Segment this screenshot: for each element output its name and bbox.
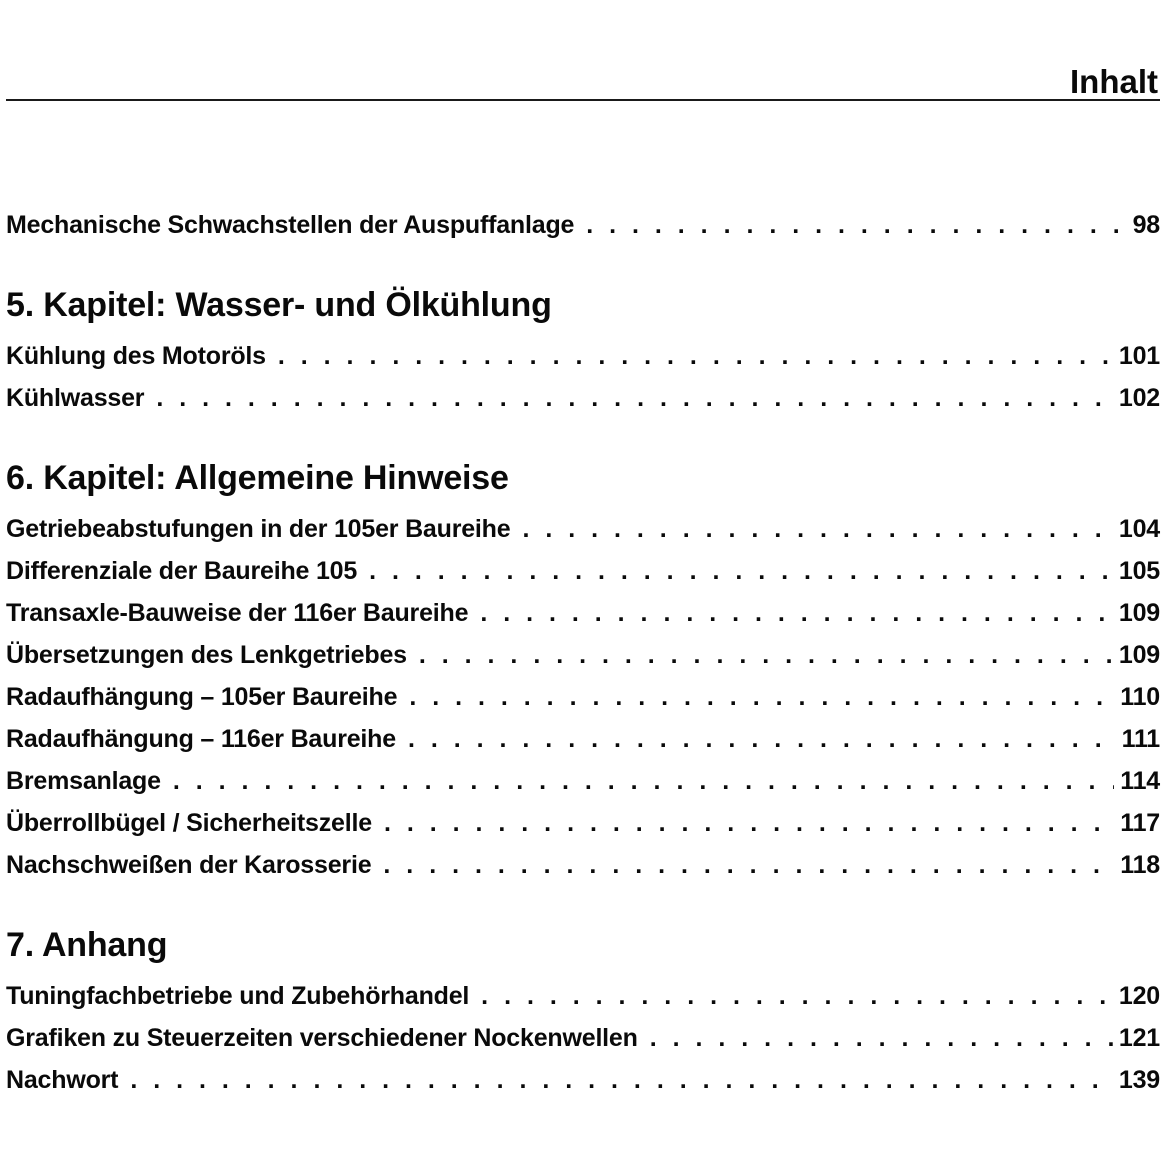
toc-entry-title: Bremsanlage [6, 767, 161, 795]
dot-leader [419, 634, 1113, 676]
chapter-heading: 5. Kapitel: Wasser- und Ölkühlung [6, 286, 552, 324]
toc-entry [6, 844, 1160, 886]
toc-entry-page: 98 [1132, 211, 1160, 239]
dot-leader [278, 335, 1113, 377]
toc-entry [6, 550, 1160, 592]
toc-entry-page: 109 [1118, 641, 1160, 669]
toc-entry [6, 204, 1160, 246]
toc-entry-page: 139 [1118, 1066, 1160, 1094]
dot-leader [173, 760, 1114, 802]
toc-entry [6, 1059, 1160, 1101]
chapter-heading: 7. Anhang [6, 926, 168, 964]
toc-entry-page: 104 [1118, 515, 1160, 543]
toc-content [6, 101, 1160, 1101]
dot-leader [369, 550, 1113, 592]
dot-leader [384, 802, 1114, 844]
toc-entry-title: Übersetzungen des Lenkgetriebes [6, 641, 407, 669]
toc-entry-title: Radaufhängung – 116er Baureihe [6, 725, 396, 753]
dot-leader [408, 718, 1116, 760]
toc-entry-page: 105 [1118, 557, 1160, 585]
dot-leader [130, 1059, 1113, 1101]
toc-entry-page: 120 [1118, 982, 1160, 1010]
toc-entry [6, 335, 1160, 377]
toc-entry-page: 110 [1120, 683, 1160, 711]
dot-leader [383, 844, 1114, 886]
toc-entry-page: 101 [1118, 342, 1160, 370]
toc-entry-title: Überrollbügel / Sicherheitszelle [6, 809, 372, 837]
toc-entry-page: 121 [1118, 1024, 1160, 1052]
toc-entry [6, 676, 1160, 718]
toc-entry [6, 592, 1160, 634]
dot-leader [409, 676, 1114, 718]
dot-leader [480, 592, 1113, 634]
toc-entry-title: Tuningfachbetriebe und Zubehörhandel [6, 982, 470, 1010]
toc-entry-title: Transaxle-Bauweise der 116er Baureihe [6, 599, 469, 627]
page-header [6, 0, 1160, 101]
dot-leader [156, 377, 1113, 419]
toc-entry [6, 1017, 1160, 1059]
toc-entry-title: Grafiken zu Steuerzeiten verschiedener Nockenwellen [6, 1024, 638, 1052]
toc-entry-title: Differenziale der Baureihe 105 [6, 557, 358, 585]
dot-leader [650, 1017, 1113, 1059]
toc-entry-page: 102 [1118, 384, 1160, 412]
toc-entry [6, 975, 1160, 1017]
dot-leader [586, 204, 1126, 246]
toc-entry-page: 118 [1120, 851, 1160, 879]
toc-entry-title: Kühlwasser [6, 384, 145, 412]
dot-leader [522, 508, 1112, 550]
toc-entry-page: 117 [1120, 809, 1160, 837]
toc-entry [6, 760, 1160, 802]
toc-entry-title: Radaufhängung – 105er Baureihe [6, 683, 398, 711]
toc-entry-title: Mechanische Schwachstellen der Auspuffanlage [6, 211, 575, 239]
chapter-heading: 6. Kapitel: Allgemeine Hinweise [6, 459, 509, 497]
dot-leader [481, 975, 1113, 1017]
toc-entry [6, 718, 1160, 760]
toc-entry [6, 377, 1160, 419]
toc-entry-title: Nachschweißen der Karosserie [6, 851, 372, 879]
toc-entry-title: Nachwort [6, 1066, 119, 1094]
toc-entry [6, 802, 1160, 844]
page-title: Inhalt [1070, 63, 1158, 100]
toc-entry-title: Getriebeabstufungen in der 105er Baureihe [6, 515, 511, 543]
toc-entry-page: 114 [1120, 767, 1160, 795]
toc-entry-page: 111 [1121, 725, 1160, 753]
toc-entry-title: Kühlung des Motoröls [6, 342, 266, 370]
toc-entry [6, 634, 1160, 676]
toc-entry-page: 109 [1118, 599, 1160, 627]
toc-entry [6, 508, 1160, 550]
